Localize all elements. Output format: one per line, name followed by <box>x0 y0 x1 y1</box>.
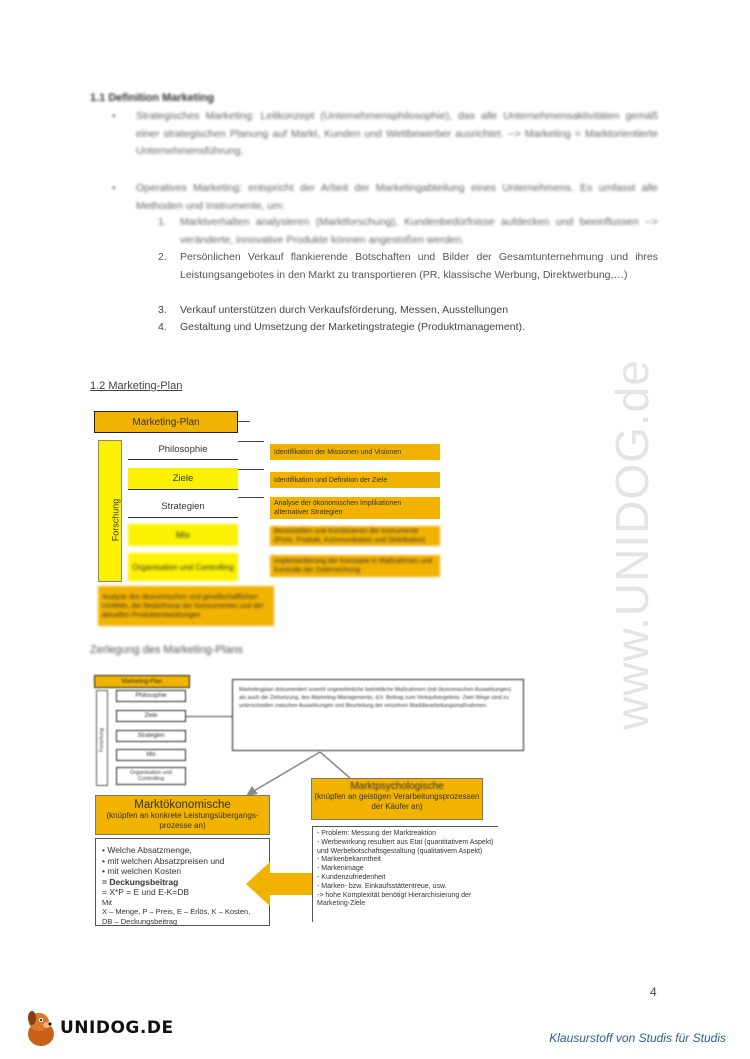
brand-logo <box>24 1008 174 1048</box>
connector <box>238 441 264 442</box>
markt-detail-box <box>95 838 270 926</box>
connector <box>186 716 232 717</box>
numbered-item-2 <box>158 249 658 284</box>
item-number: 3. <box>158 304 167 316</box>
left-arrow-icon <box>246 862 312 906</box>
mini-level: Strategien <box>116 730 186 742</box>
dog-mascot-icon <box>24 1008 58 1048</box>
note-philosophie: Identifikation der Missionen und Visionen <box>270 444 440 460</box>
section-title: 1.1 Definition Marketing <box>90 92 215 104</box>
item-text: Verkauf unterstützen durch Verkaufsförderung, Messen, Ausstellungen <box>180 304 509 316</box>
psych-detail-box <box>312 826 498 922</box>
mini-level: Mix <box>116 749 186 761</box>
item-text: Gestaltung und Umsetzung der Marketingstrategie (Produktmanagement). <box>180 321 525 333</box>
item-number: 1. <box>158 216 167 228</box>
numbered-item-4 <box>158 319 658 337</box>
list-item: • Welche Absatzmenge, <box>102 845 192 855</box>
bullet-strategic <box>112 108 658 161</box>
list-item: • mit welchen Kosten <box>102 866 182 876</box>
level-philosophie: Philosophie <box>128 440 238 460</box>
list-item: - Markenbekanntheit <box>317 856 381 864</box>
list-item: - Problem: Messung der Marktreaktion <box>317 830 437 837</box>
psych-title: Marktpsychologische <box>350 781 444 792</box>
psych-subtitle: (knüpfen an geistigen Verarbeitungsprozessen der Käufer an) <box>314 792 480 811</box>
level-organisation: Organisation und Controlling <box>128 553 238 581</box>
mini-level: Ziele <box>116 710 186 722</box>
list-item: = Deckungsbeitrag <box>102 876 179 887</box>
list-item: = X*P = E und E-K=DB <box>102 887 190 897</box>
item-text: Marktverhalten analysieren (Marktforschung), Kundenbedürfnisse aufdecken und beeinflussen --> veränderte, innovative Produkte können angestoßen werden. <box>180 216 658 246</box>
markt-oekonomisch-box <box>95 795 270 835</box>
note-strategien: Analyse der ökonomischen Implikationen alternativer Strategien <box>270 497 440 519</box>
plan-title-box: Marketing-Plan <box>94 411 238 433</box>
bullet-text: Operatives Marketing: entspricht der Arbeit der Marketingabteilung eines Unternehmens. Es umfasst alle Methoden und Instrumente, um: <box>136 182 658 212</box>
forschung-label <box>108 470 122 570</box>
mini-plan-title: Marketing-Plan <box>94 675 190 688</box>
top-explanation-box: Marketingplan dokumentiert sowohl ungewöhnliche betriebliche Maßnahmen (mit ökonomischen Auswirkungen) als auch die Zielsetzung, des Marketing-Managements, d.h. Beitrag zum Verkaufsergebnis. Zwei Wege sind zu unterscheiden zwischen Auswirkungen und Beurteilung der einzelnen Marktbearbeitungsmaßnahmen. <box>232 679 524 751</box>
item-text: Persönlichen Verkauf flankierende Botschaften und Bilder der Gesamtunternehmung und ihres Leistungsangebotes in den Markt zu transportieren (PR, klassische Werbung, Direktwerbung,…) <box>180 251 658 281</box>
list-item: Mit <box>102 897 112 907</box>
list-item: X – Menge, P – Preis, E – Erlös, K – Kosten, <box>102 907 251 916</box>
bullet-operative <box>112 180 658 215</box>
page-number: 4 <box>650 985 657 999</box>
list-item: - Marken- bzw. Einkaufsstättentreue, usw. <box>317 882 447 890</box>
watermark: www.UNIDOG.de <box>606 359 658 730</box>
bullet-dot: • <box>112 182 116 194</box>
mini-forschung-label: Forschung <box>99 728 105 752</box>
list-item: • mit welchen Absatzpreisen und <box>102 855 225 866</box>
connector <box>238 497 264 498</box>
level-strategien: Strategien <box>128 496 238 518</box>
bullet-dot: • <box>112 110 116 122</box>
note-mix: Bereitstellen und Kombinieren der Instrumente (Preis, Produkt, Kommunikation und Distribution) <box>270 526 440 546</box>
connector <box>238 469 264 470</box>
forschung-text: Forschung <box>110 498 120 542</box>
note-forschung: Analyse des ökonomischen und gesellschaftlichen Umfelds, der Bedürfnisse der Konsumenten und der aktuellen Produktentwicklungen <box>98 586 274 626</box>
list-item: - Werbewirkung resultiert aus Etat (quantitativem Aspekt) und Werbebotschaftsgestaltung (qualitativem Aspekt) <box>317 838 494 855</box>
list-item: DB – Deckungsbeitrag <box>102 916 178 926</box>
note-organisation: Implementierung der Konzepte in Maßnahmen und Kontrolle der Zielerreichung <box>270 555 440 577</box>
connector <box>238 421 250 422</box>
markt-title: Marktökonomische <box>134 799 231 811</box>
brand-text: UNIDOG.DE <box>60 1018 174 1038</box>
bullet-text: Strategisches Marketing: Leitkonzept (Unternehmensphilosophie), das alle Unternehmensaktivitäten gemäß einer strategischen Planung auf Markt, Kunden und Wettbewerber ausrichtet. --> Marketing = Marktorientierte Unternehmensführung. <box>136 110 658 157</box>
mini-level: Philosophie <box>116 690 186 702</box>
numbered-item-1 <box>158 214 658 249</box>
plan-heading: 1.2 Marketing-Plan <box>90 380 183 392</box>
note-ziele: Identifikation und Definition der Ziele <box>270 472 440 488</box>
markt-subtitle: (knüpfen an konkrete Leistungsübergangs-prozesse an) <box>106 811 259 830</box>
list-item: - Markenimage <box>317 865 364 873</box>
list-item: -> hohe Komplexität benötigt Hierarchisierung der Marketing-Ziele <box>317 891 472 908</box>
item-number: 2. <box>158 251 167 263</box>
mini-level: Organisation und Controlling <box>116 767 186 785</box>
footer-slogan: Klausurstoff von Studis für Studis <box>549 1031 726 1045</box>
numbered-item-3 <box>158 302 658 320</box>
list-item: - Kundenzufriedenheit <box>317 873 386 881</box>
item-number: 4. <box>158 321 167 333</box>
zerlegung-heading: Zerlegung des Marketing-Plans <box>90 644 243 656</box>
level-ziele: Ziele <box>128 468 238 490</box>
level-mix: Mix <box>128 524 238 546</box>
markt-psychologisch-box <box>311 778 483 820</box>
